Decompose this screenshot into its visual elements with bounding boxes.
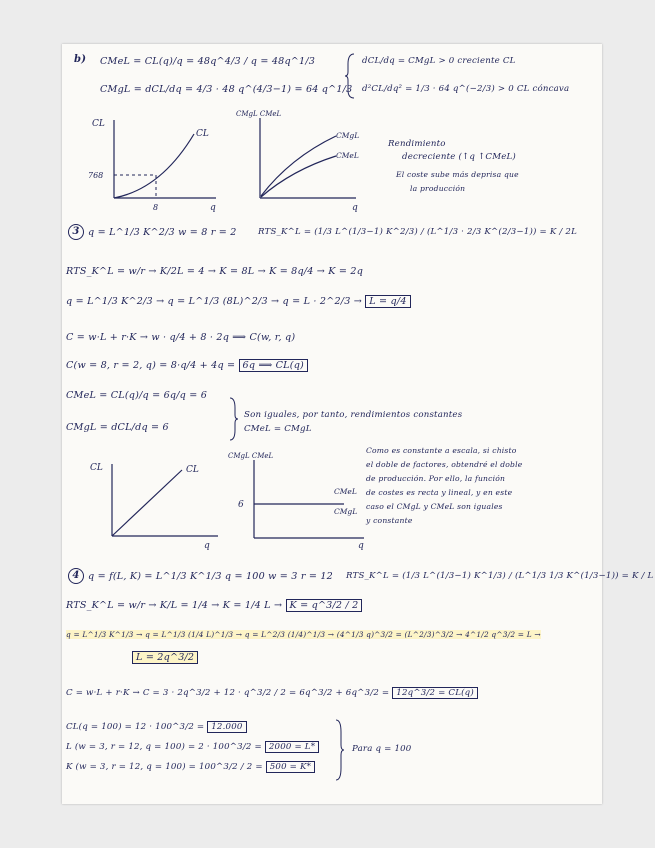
section-b-eq2: CMgL = dCL/dq = 4/3 · 48 q^(4/3−1) = 64 q^1/3	[100, 84, 353, 95]
section-4-number: 4	[68, 568, 84, 584]
graph-b2-curve2: CMeL	[336, 151, 359, 160]
graph-b1-x-label: q	[210, 203, 216, 213]
section-4-cl-val: CL(q = 100) = 12 · 100^3/2 = 12.000	[66, 722, 247, 732]
section-4-brace-note: Para q = 100	[352, 744, 412, 754]
section-3-brace-note2: CMeL = CMgL	[244, 424, 312, 434]
graph-3-2-y-tick: 6	[238, 500, 244, 510]
section-4-c-eq: C = w·L + r·K → C = 3 · 2q^3/2 + 12 · q^3/2 / 2 = 6q^3/2 + 6q^3/2 = 12q^3/2 = CL(q)	[66, 688, 478, 698]
graph-3-1-x-label: q	[204, 541, 210, 551]
graph-3-2-y-label: CMgL CMeL	[228, 452, 274, 460]
section-4-q-eq: q = L^1/3 K^1/3 → q = L^1/3 (1/4 L)^1/3 → q = L^2/3 (1/4)^1/3 → (4^1/3 q)^3/2 = (L^2/3)^3/2 → 4^1/2 q^3/2 = L →	[66, 630, 541, 639]
section-b-eq1: CMeL = CL(q)/q = 48q^4/3 / q = 48q^1/3	[100, 56, 316, 67]
section-4-k-val: K (w = 3, r = 12, q = 100) = 100^3/2 / 2 = 500 = K*	[66, 762, 315, 772]
section-3-rts-eq: RTS_K^L = w/r → K/2L = 4 → K = 8L → K = 8q/4 → K = 2q	[66, 266, 364, 277]
section-4-rts-def: RTS_K^L = (1/3 L^(1/3−1) K^1/3) / (L^1/3 1/3 K^(1/3−1)) = K / L	[346, 571, 654, 581]
section-4-l-val: L (w = 3, r = 12, q = 100) = 2 · 100^3/2 = 2000 = L*	[66, 742, 319, 752]
section-3-c-eq2: C(w = 8, r = 2, q) = 8·q/4 + 4q = 6q ⟹ CL(q)	[66, 360, 308, 371]
graph-3-1-y-label: CL	[90, 463, 103, 473]
brace-b	[344, 52, 358, 100]
note-b1: Rendimiento	[388, 139, 446, 149]
notebook-page	[62, 44, 654, 804]
graph-b-cl	[86, 114, 226, 214]
section-4-given: q = f(L, K) = L^1/3 K^1/3 q = 100 w = 3 r = 12	[88, 571, 333, 582]
section-3-brace-note: Son iguales, por tanto, rendimientos constantes	[244, 410, 463, 420]
section-b-cond2: d²CL/dq² = 1/3 · 64 q^(−2/3) > 0 CL cóncava	[362, 84, 570, 94]
section-4-l-box: L = 2q^3/2	[132, 652, 198, 663]
note-b4: la producción	[410, 184, 466, 193]
section-b-label: b)	[74, 54, 87, 65]
brace-4	[334, 718, 346, 782]
section-3-q-eq: q = L^1/3 K^2/3 → q = L^1/3 (8L)^2/3 → q = L · 2^2/3 → L = q/4	[66, 296, 411, 307]
graph-3-2-x-label: q	[358, 541, 364, 550]
brace-3	[228, 396, 240, 442]
section-3-c-box: 6q ⟹ CL(q)	[239, 359, 308, 372]
graph-b2-curve1: CMgL	[336, 131, 360, 140]
graph-b-cmg-cme	[230, 108, 370, 214]
section-3-cmg: CMgL = dCL/dq = 6	[66, 422, 169, 433]
section-3-cme: CMeL = CL(q)/q = 6q/q = 6	[66, 390, 208, 401]
section-3-c-eq1: C = w·L + r·K → w · q/4 + 8 · 2q ⟹ C(w, r, q)	[66, 332, 296, 343]
graph-b2-x-label: q	[352, 203, 358, 213]
section-3-rts-def: RTS_K^L = (1/3 L^(1/3−1) K^2/3) / (L^1/3 · 2/3 K^(2/3−1)) = K / 2L	[258, 227, 577, 237]
graph-3-2-line1: CMeL	[334, 487, 357, 496]
graph-b1-y-tick: 768	[88, 171, 104, 180]
graph-b1-y-label: CL	[92, 119, 105, 129]
graph-3-2-line2: CMgL	[334, 507, 358, 516]
section-b-cond1: dCL/dq = CMgL > 0 creciente CL	[362, 56, 516, 66]
graph-b2-y-label: CMgL CMeL	[236, 110, 282, 118]
section-4-rts-eq: RTS_K^L = w/r → K/L = 1/4 → K = 1/4 L → K = q^3/2 / 2	[66, 600, 362, 611]
graph-3-cmg-cme	[224, 448, 374, 550]
graph-3-cl	[86, 456, 226, 552]
note-b2: decreciente (↑q ↑CMeL)	[402, 152, 516, 162]
note-b3: El coste sube más deprisa que	[396, 170, 519, 179]
graph-3-1-curve: CL	[186, 465, 199, 475]
graph-b1-x-tick: 8	[153, 203, 159, 212]
section-3-number: 3	[68, 224, 84, 240]
section-4-k-box: K = q^3/2 / 2	[286, 599, 363, 612]
section-3-comment: Como es constante a escala, si chisto el doble de factores, obtendré el doble de producción. Por ello, la función de costes es recta y lineal, y en este caso el CMgL y CMeL son iguales y constante	[366, 446, 523, 525]
section-4-c-box: 12q^3/2 = CL(q)	[392, 687, 478, 699]
graph-b1-curve-label: CL	[196, 129, 209, 139]
section-3-given: q = L^1/3 K^2/3 w = 8 r = 2	[88, 227, 237, 238]
section-3-l-box: L = q/4	[365, 295, 410, 308]
